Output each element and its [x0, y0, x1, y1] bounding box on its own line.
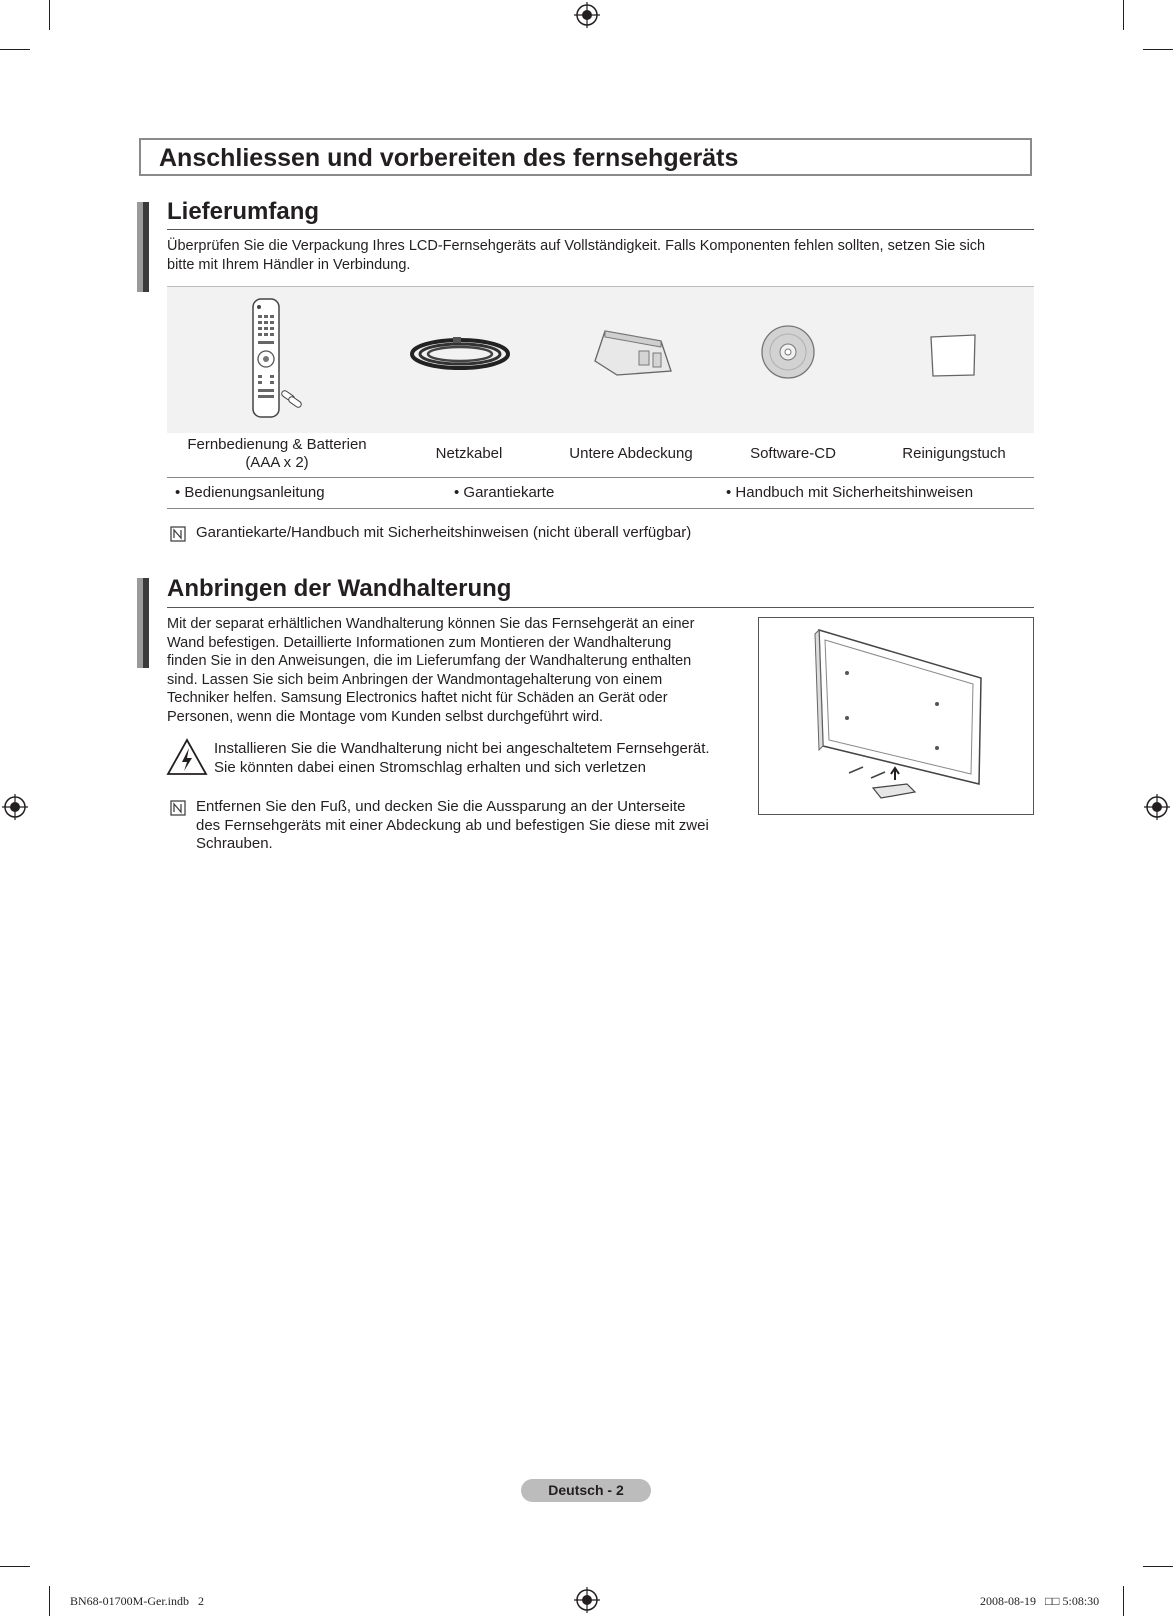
warning-text: Installieren Sie die Wandhalterung nicht bei angeschaltetem Fernsehgerät. Sie könnten dabei einen Stromschlag erhalten und sich verletzen — [214, 740, 710, 776]
crop-mark — [1143, 49, 1173, 50]
crop-mark — [49, 1586, 50, 1616]
note-text: Entfernen Sie den Fuß, und decken Sie die Aussparung an der Unterseite des Fernsehgeräts mit einer Abdeckung ab und befestigen Sie diese mit zwei Schrauben. — [196, 798, 709, 852]
section-rule — [167, 607, 1034, 608]
note-icon — [170, 526, 186, 542]
registration-mark-icon — [574, 1587, 600, 1613]
cd-icon — [759, 323, 817, 381]
cleaning-cloth-icon — [927, 333, 979, 379]
registration-mark-icon — [2, 794, 28, 820]
extra-item: • Bedienungsanleitung — [175, 484, 325, 501]
extras-row — [167, 477, 1034, 509]
note-icon — [170, 800, 186, 816]
file-slug: BN68-01700M-Ger.indb 2 — [70, 1594, 204, 1608]
wall-mount-text: Mit der separat erhältlichen Wandhalterung können Sie das Fernsehgerät an einer Wand befestigen. Detaillierte Informationen zum Montieren der Wandhalterung finden Sie in den Anweisungen, die im Lieferumfang der Wandhalterung enthalten sind. Lassen Sie sich beim Anbringen der Wandmontagehalterung von einem Techniker helfen. Samsung Electronics haftet nicht für Schäden an Gerät oder Personen, wenn die Montage vom Kunden selbst durchgeführt wird. — [167, 616, 695, 725]
bottom-cover-icon — [587, 323, 677, 381]
item-label-cloth: Reinigungstuch — [902, 445, 1006, 462]
note-text: Garantiekarte/Handbuch mit Sicherheitshinweisen (nicht überall verfügbar) — [196, 524, 692, 541]
date-slug: 2008-08-19 □□ 5:08:30 — [980, 1594, 1100, 1608]
intro-line: Überprüfen Sie die Verpackung Ihres LCD-Fernsehgeräts auf Vollständigkeit. Falls Komponenten fehlen sollten, setzen Sie sich — [167, 238, 986, 254]
item-label-cable: Netzkabel — [435, 445, 503, 462]
crop-mark — [1123, 1586, 1124, 1616]
item-label-remote: Fernbedienung & Batterien (AAA x 2) — [187, 436, 367, 471]
extra-item: • Garantiekarte — [454, 484, 555, 501]
crop-mark — [49, 0, 50, 30]
crop-mark — [1123, 0, 1124, 30]
item-label-cd: Software-CD — [750, 445, 836, 462]
section-title-wandhalterung: Anbringen der Wandhalterung — [167, 575, 512, 602]
tv-rear-illustration — [759, 618, 1033, 814]
intro-line: bitte mit Ihrem Händler in Verbindung. — [167, 256, 411, 273]
power-cable-icon — [405, 329, 515, 379]
section-rule — [167, 229, 1034, 230]
wall-mount-figure — [758, 617, 1034, 815]
registration-mark-icon — [574, 2, 600, 28]
remote-control-icon — [245, 297, 309, 421]
section-marker — [137, 578, 149, 668]
crop-mark — [0, 49, 30, 50]
items-panel — [167, 286, 1034, 433]
crop-mark — [1143, 1566, 1173, 1567]
extra-item: • Handbuch mit Sicherheitshinweisen — [726, 484, 974, 501]
item-label-cover: Untere Abdeckung — [569, 445, 693, 462]
page-title: Anschliessen und vorbereiten des fernsehgeräts — [139, 138, 1032, 176]
section-marker — [137, 202, 149, 292]
registration-mark-icon — [1144, 794, 1170, 820]
intro-text — [167, 237, 1034, 274]
warning-shock-icon — [166, 738, 208, 776]
section-title-lieferumfang: Lieferumfang — [167, 198, 320, 225]
crop-mark — [0, 1566, 30, 1567]
page-number-badge: Deutsch - 2 — [521, 1479, 651, 1502]
